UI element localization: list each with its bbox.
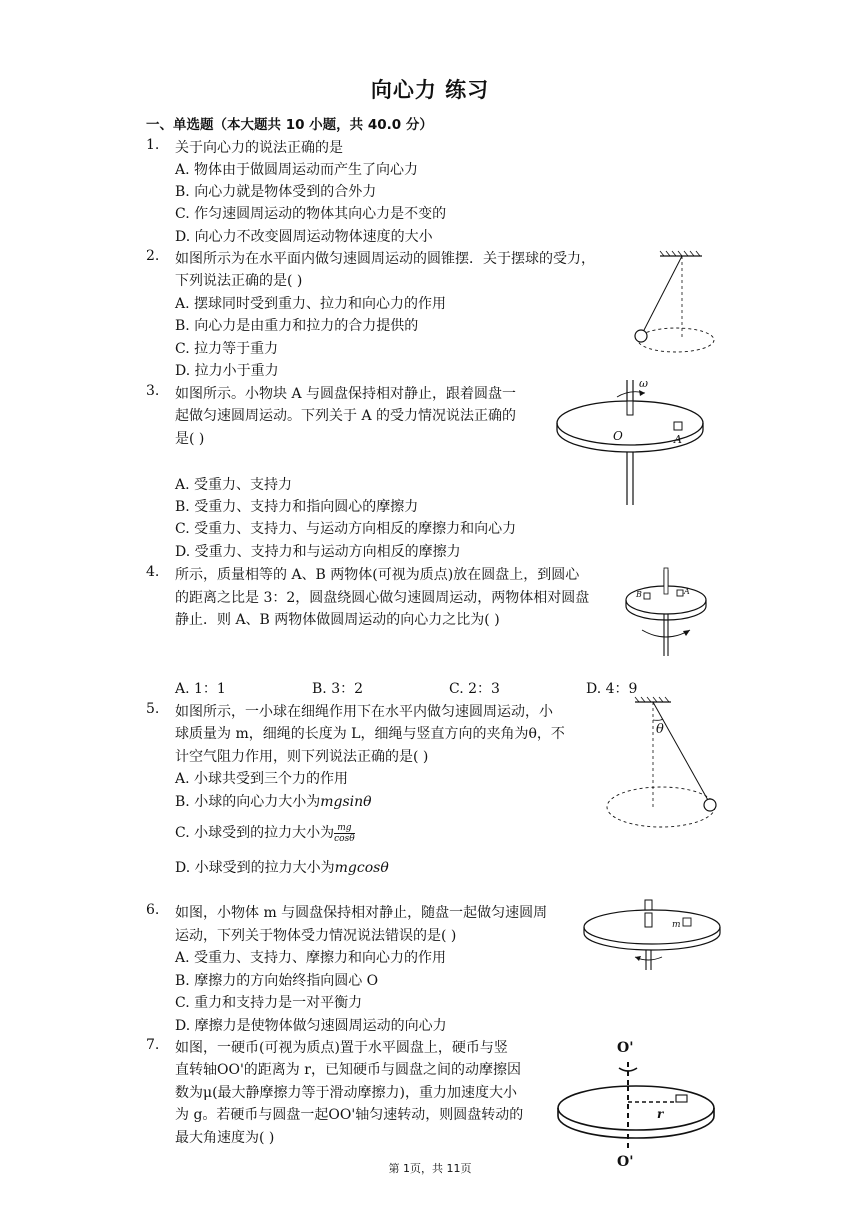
disc-block-figure (580, 895, 725, 975)
axis-bottom-label: O' (617, 1154, 634, 1170)
question-stem: 的距离之比是 3：2，圆盘绕圆心做匀速圆周运动，两物体相对圆盘 (175, 590, 590, 606)
b-label: B (636, 590, 642, 599)
rotating-disc-figure (553, 375, 723, 510)
question-stem: 如图所示。小物块 A 与圆盘保持相对静止，跟着圆盘一 (175, 386, 517, 402)
a-label: A (684, 587, 690, 596)
option-c: C. 重力和支持力是一对平衡力 (175, 995, 363, 1011)
question-number: 5. (146, 701, 160, 717)
question-stem: 如图，小物体 m 与圆盘保持相对静止，随盘一起做匀速圆周 (175, 905, 548, 921)
question-number: 4. (146, 564, 160, 580)
question-stem: 是( ) (175, 431, 205, 447)
question-number: 2. (146, 248, 160, 264)
section-heading: 一、单选题（本大题共 10 小题，共 40.0 分） (146, 117, 433, 133)
question-number: 3. (146, 383, 160, 399)
conical-pendulum-figure (620, 248, 720, 358)
question-stem: 球质量为 m，细绳的长度为 L，细绳与竖直方向的夹角为θ，不 (175, 726, 565, 742)
option-c: C. 小球受到的拉力大小为 $\frac{mg}{\cos\theta}$ (175, 822, 355, 844)
option-c: C. 拉力等于重力 (175, 341, 279, 357)
option-a: A. 摆球同时受到重力、拉力和向心力的作用 (175, 296, 447, 312)
question-stem: 起做匀速圆周运动。下列关于 A 的受力情况说法正确的 (175, 408, 517, 424)
option-d: D. 小球受到的拉力大小为mgcosθ (175, 860, 389, 876)
question-stem: 最大角速度为( ) (175, 1130, 275, 1146)
disc-two-blocks-figure (620, 560, 710, 660)
option-c: C. 2：3 (449, 681, 500, 697)
question-stem: 如图，一硬币(可视为质点)置于水平圆盘上，硬币与竖 (175, 1040, 508, 1056)
question-stem: 如图所示，一小球在细绳作用下在水平内做匀速圆周运动，小 (175, 704, 553, 720)
question-stem: 为 g。若硬币与圆盘一起OO'轴匀速转动，则圆盘转动的 (175, 1107, 524, 1123)
theta-label: θ (656, 722, 664, 737)
option-c: C. 作匀速圆周运动的物体其向心力是不变的 (175, 206, 447, 222)
axis-top-label: O' (617, 1040, 634, 1056)
option-d: D. 拉力小于重力 (175, 363, 279, 379)
omega-label: ω (639, 377, 648, 390)
question-stem: 数为μ(最大静摩擦力等于滑动摩擦力)，重力加速度大小 (175, 1085, 518, 1101)
center-label: O (613, 429, 623, 443)
option-b: B. 摩擦力的方向始终指向圆心 O (175, 973, 379, 989)
option-d: D. 向心力不改变圆周运动物体速度的大小 (175, 229, 433, 245)
page-title: 向心力 练习 (370, 78, 490, 102)
option-a: A. 物体由于做圆周运动而产生了向心力 (175, 162, 419, 178)
question-number: 6. (146, 902, 160, 918)
option-c: C. 受重力、支持力、与运动方向相反的摩擦力和向心力 (175, 521, 517, 537)
option-b: B. 向心力就是物体受到的合外力 (175, 184, 377, 200)
option-a: A. 受重力、支持力、摩擦力和向心力的作用 (175, 950, 447, 966)
pendulum-figure (605, 690, 730, 840)
option-d: D. 摩擦力是使物体做匀速圆周运动的向心力 (175, 1018, 447, 1034)
option-b: B. 小球的向心力大小为mgsinθ (175, 794, 372, 810)
coin-disc-figure (553, 1030, 723, 1170)
page-footer: 第 1页，共 11页 (388, 1162, 472, 1175)
question-stem: 如图所示为在水平面内做匀速圆周运动的圆锥摆．关于摆球的受力， (175, 251, 595, 267)
option-a: A. 小球共受到三个力的作用 (175, 771, 349, 787)
m-label: m (672, 920, 681, 930)
option-b: B. 向心力是由重力和拉力的合力提供的 (175, 318, 419, 334)
question-number: 1. (146, 137, 160, 153)
question-stem: 下列说法正确的是( ) (175, 273, 303, 289)
question-stem: 计空气阻力作用，则下列说法正确的是( ) (175, 749, 429, 765)
option-d: D. 4：9 (586, 681, 638, 697)
question-number: 7. (146, 1037, 160, 1053)
question-stem: 静止．则 A、B 两物体做圆周运动的向心力之比为( ) (175, 612, 500, 628)
question-stem: 直转轴OO'的距离为 r，已知硬币与圆盘之间的动摩擦因 (175, 1062, 521, 1078)
option-a: A. 1：1 (175, 681, 226, 697)
question-stem: 运动，下列关于物体受力情况说法错误的是( ) (175, 928, 457, 944)
option-a: A. 受重力、支持力 (175, 477, 293, 493)
block-label: A (674, 433, 682, 446)
r-label: r (657, 1107, 664, 1121)
question-stem: 所示，质量相等的 A、B 两物体(可视为质点)放在圆盘上，到圆心 (175, 567, 580, 583)
option-b: B. 3：2 (312, 681, 364, 697)
option-d: D. 受重力、支持力和与运动方向相反的摩擦力 (175, 544, 461, 560)
fraction: $\frac{mg}{\cos\theta}$ (334, 822, 355, 844)
question-stem: 关于向心力的说法正确的是 (175, 140, 343, 156)
option-b: B. 受重力、支持力和指向圆心的摩擦力 (175, 499, 419, 515)
